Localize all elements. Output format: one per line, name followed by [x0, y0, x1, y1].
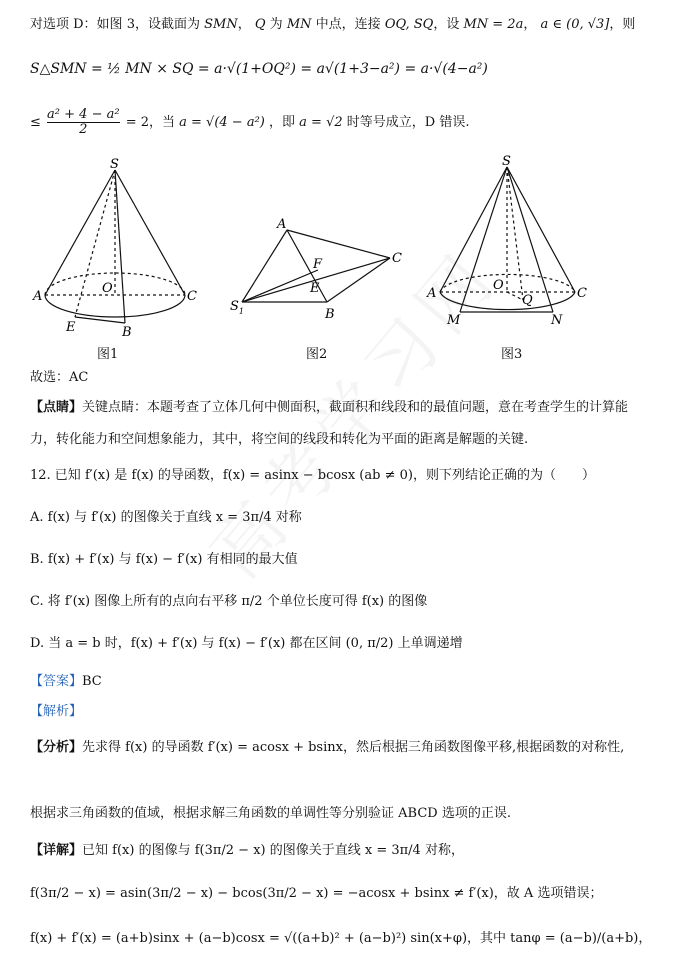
text: 先求得 f(x) 的导函数 f′(x) = acosx + bsinx，然后根据三角函数图像平移,根据函数的对称性,	[82, 740, 625, 755]
label-O: O	[493, 278, 504, 293]
label-Q: Q	[522, 293, 533, 308]
answer-line	[30, 671, 102, 693]
label-A: A	[33, 289, 43, 304]
jiexi-tag: 【解析】	[30, 704, 83, 719]
label-M: M	[447, 313, 461, 328]
fraction-denominator: 2	[79, 122, 88, 137]
text: 对选项 D：如图 3，设截面为	[30, 17, 200, 32]
answer-selection: 故选：AC	[30, 370, 89, 385]
text: ，即	[269, 115, 296, 130]
fenxi-paragraph-2: 根据求三角函数的值域，根据求解三角函数的单调性等分别验证 ABCD 选项的正误.	[30, 806, 511, 821]
question-12-stem: 12. 已知 f′(x) 是 f(x) 的导函数，f(x) = asinx − bcosx (ab ≠ 0)，则下列结论正确的为（ ）	[30, 468, 595, 483]
text: ≤	[30, 115, 41, 130]
text: 已知 f(x) 的图像与 f(3π/2 − x) 的图像关于直线 x = 3π/4 对称，	[82, 843, 464, 858]
label-C: C	[187, 289, 197, 304]
figure-1-cone	[30, 155, 200, 340]
label-C: C	[392, 251, 402, 266]
dianjing-tag: 【点睛】	[30, 400, 83, 415]
label-A: A	[427, 286, 437, 301]
equation-1: f(3π/2 − x) = asin(3π/2 − x) − bcos(3π/2 − x) = −acosx + bsinx ≠ f′(x)，故 A 选项错误；	[30, 886, 603, 901]
figure-1-caption: 图1	[97, 347, 119, 362]
text: ，设	[433, 17, 460, 32]
text: 关键点睛：本题考查了立体几何中侧面积，截面积和线段和的最值问题，意在考查学生的计算能	[82, 400, 629, 415]
option-a: A. f(x) 与 f′(x) 的图像关于直线 x = 3π/4 对称	[30, 510, 302, 525]
equation-2: f(x) + f′(x) = (a+b)sinx + (a−b)cosx = √((a+b)² + (a−b)²) sin(x+φ)，其中 tanφ = (a−b)/(a+b)，	[30, 931, 652, 946]
figure-2-caption: 图2	[306, 347, 328, 362]
xiangjie-tag: 【详解】	[30, 843, 83, 858]
text: ，	[237, 17, 251, 32]
fraction	[47, 108, 120, 137]
figure-3-caption: 图3	[501, 347, 523, 362]
math: OQ, SQ	[384, 17, 434, 32]
label-E: E	[310, 281, 320, 296]
label-C: C	[577, 286, 587, 301]
label-N: N	[551, 313, 563, 328]
option-c: C. 将 f′(x) 图像上所有的点向右平移 π/2 个单位长度可得 f(x) 的图像	[30, 594, 428, 609]
text: 为	[269, 17, 283, 32]
math: a = √(4 − a²)	[179, 115, 265, 130]
label-B: B	[122, 325, 132, 340]
option-d: D. 当 a = b 时，f(x) + f′(x) 与 f(x) − f′(x) 都在区间 (0, π/2) 上单调递增	[30, 636, 463, 651]
xiangjie-paragraph	[30, 840, 464, 862]
label-B: B	[325, 307, 335, 322]
formula-inequality	[30, 108, 469, 137]
option-b: B. f(x) + f′(x) 与 f(x) − f′(x) 有相同的最大值	[30, 552, 298, 567]
math: MN = 2a	[463, 17, 524, 32]
label-F: F	[313, 257, 323, 272]
text: ，则	[609, 17, 636, 32]
math: a ∈ (0, √3]	[540, 17, 610, 32]
paragraph-option-d: 对选项 D：如图 3，设截面为 SMN， Q 为 MN 中点，连接 OQ, SQ，设 MN = 2a， a ∈ (0, √3]，则	[30, 17, 636, 32]
figure-2-triangle	[225, 210, 415, 330]
dianjing-paragraph	[30, 397, 628, 419]
text: 时等号成立，D 错误.	[346, 115, 470, 130]
text: 中点，连接	[315, 17, 381, 32]
answer-tag: 【答案】	[30, 674, 83, 689]
math: Q	[254, 17, 266, 32]
text: = 2，当	[125, 115, 175, 130]
label-S1: $S_1$	[230, 299, 244, 316]
fenxi-paragraph	[30, 737, 624, 759]
math: MN	[286, 17, 312, 32]
formula-area: S△SMN = ½ MN × SQ = a·√(1+OQ²) = a√(1+3−a²) = a·√(4−a²)	[30, 61, 488, 77]
label-O: O	[102, 281, 113, 296]
label-A: A	[277, 217, 287, 232]
math: SMN	[204, 17, 238, 32]
label-S: S	[502, 154, 511, 169]
fenxi-tag: 【分析】	[30, 740, 83, 755]
fraction-numerator: a² + 4 − a²	[47, 107, 120, 122]
label-E: E	[66, 320, 76, 335]
dianjing-paragraph-2: 力，转化能力和空间想象能力，其中，将空间的线段和转化为平面的距离是解题的关键.	[30, 432, 529, 447]
math: a = √2	[299, 115, 343, 130]
answer-value: BC	[82, 674, 102, 689]
label-S: S	[110, 157, 119, 172]
figure-3-cone	[425, 152, 595, 337]
